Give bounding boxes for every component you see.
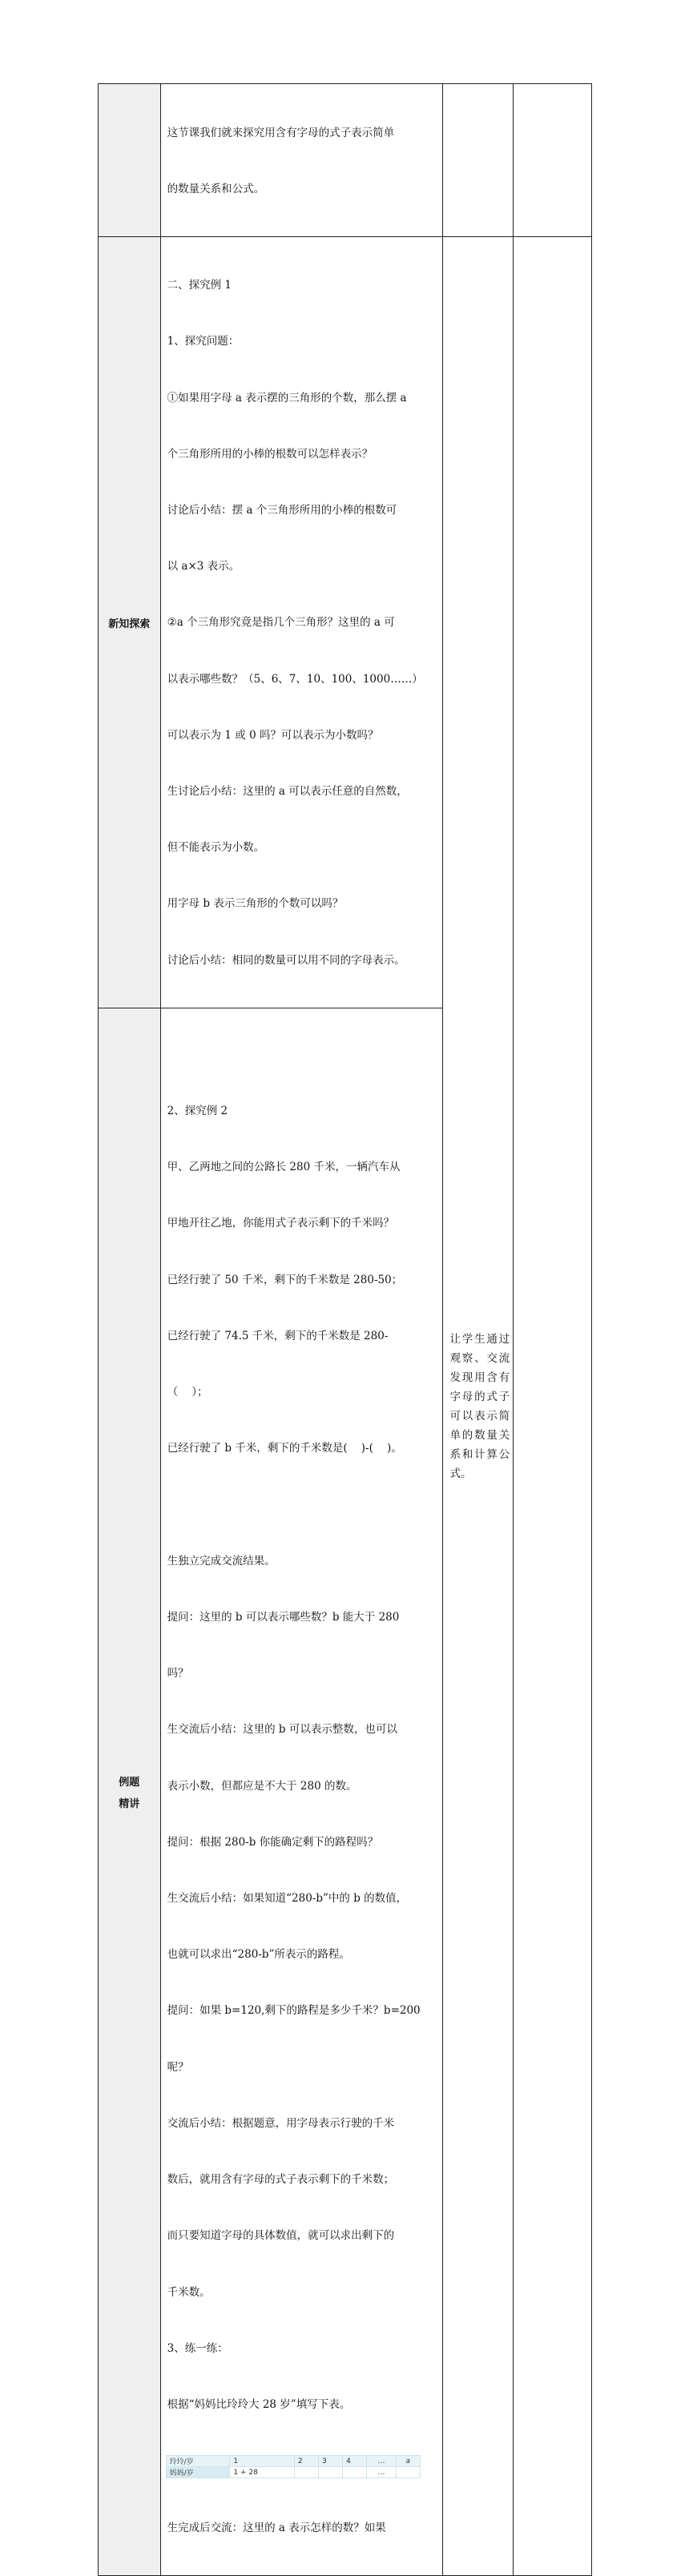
example-line: [167, 1495, 438, 1514]
age-table-cell: 3: [319, 2456, 343, 2467]
example-line: 吗？: [167, 1667, 189, 1680]
explore-line: 讨论后小结：摆 a 个三角形所用的小棒的根数可: [167, 503, 397, 517]
explore-line: 生讨论后小结：这里的 a 可以表示任意的自然数，: [167, 785, 408, 799]
example-line: （ ）；: [167, 1386, 208, 1399]
example-content-cell: [160, 1008, 443, 2575]
example-line: 生交流后小结：这里的 b 可以表示整数，也可以: [167, 1723, 397, 1737]
extra-cell: [514, 237, 592, 2576]
explore-line: 1、探究问题：: [167, 335, 240, 348]
age-table-cell: [396, 2467, 420, 2478]
explore-label-cell: [99, 237, 161, 1008]
age-practice-table: [166, 2455, 421, 2478]
section-label-lecture: 精讲: [119, 1798, 140, 1811]
example-line: 提问：如果 b=120,剩下的路程是多少千米？b=200: [167, 2004, 421, 2018]
teaching-intent-cell: [443, 237, 514, 2576]
explore-line: 个三角形所用的小棒的根数可以怎样表示？: [167, 447, 373, 461]
section-label-new-knowledge: 新知探索: [108, 618, 151, 630]
example-line: 而只要知道字母的具体数值，就可以求出剩下的: [167, 2229, 395, 2243]
age-table-cell: …: [367, 2467, 397, 2478]
example-line: 3、练一练：: [167, 2341, 228, 2355]
age-table-cell: [294, 2467, 318, 2478]
example-line: 呢？: [167, 2060, 189, 2074]
example-line: 生独立完成交流结果。: [167, 1554, 276, 1568]
intro-content-cell: [160, 84, 443, 237]
example-line: 已经行驶了 50 千米，剩下的千米数是 280-50；: [167, 1273, 403, 1286]
explore-line: 用字母 b 表示三角形的个数可以吗？: [167, 897, 344, 911]
intro-line: 这节课我们就来探究用含有字母的式子表示简单: [167, 126, 395, 139]
age-table-row-linling: [166, 2456, 420, 2467]
explore-line: 以表示哪些数？（5、6、7、10、100、1000……）: [167, 672, 423, 686]
example-line: 已经行驶了 b 千米，剩下的千米数是( )-( )。: [167, 1442, 402, 1455]
example-line: 千米数。: [167, 2285, 211, 2299]
example-line: 甲地开往乙地，你能用式子表示剩下的千米吗？: [167, 1217, 395, 1230]
age-table-header: 妈妈/岁: [166, 2467, 230, 2478]
age-table-cell: 4: [343, 2456, 367, 2467]
example-label-cell: [99, 1008, 161, 2575]
age-table-cell: [319, 2467, 343, 2478]
explore-row: [99, 237, 592, 1008]
explore-line: 讨论后小结：相同的数量可以用不同的字母表示。: [167, 953, 405, 967]
age-table-cell: 1: [230, 2456, 295, 2467]
example-line: 提问：这里的 b 可以表示哪些数？b 能大于 280: [167, 1610, 400, 1624]
example-line: [167, 1046, 438, 1065]
age-table-cell: 1 + 28: [230, 2467, 295, 2478]
explore-line: 二、探究例 1: [167, 279, 232, 292]
age-table-cell: 2: [294, 2456, 318, 2467]
explore-line: 可以表示为 1 或 0 吗？可以表示为小数吗？: [167, 728, 379, 742]
explore-line: ①如果用字母 a 表示摆的三角形的个数，那么摆 a: [167, 391, 407, 405]
example-line: 也就可以求出“280-b”所表示的路程。: [167, 1948, 350, 1962]
explore-line: 但不能表示为小数。: [167, 841, 265, 855]
section-label-example: 例题: [119, 1777, 140, 1789]
age-table-cell: [343, 2467, 367, 2478]
age-table-header: 玲玲/岁: [166, 2456, 230, 2467]
example-line: 2、探究例 2: [167, 1104, 228, 1117]
example-line: 数后，就用含有字母的式子表示剩下的千米数；: [167, 2173, 395, 2187]
explore-content-cell: [160, 237, 443, 1008]
practice-prompt: 根据“妈妈比玲玲大 28 岁”填写下表。: [167, 2397, 351, 2411]
intro-line: 的数量关系和公式。: [167, 183, 265, 196]
explore-line: ②a 个三角形究竟是指几个三角形？这里的 a 可: [167, 616, 395, 630]
example-last-line: 生完成后交流：这里的 a 表示怎样的数？如果: [167, 2521, 386, 2534]
age-table-cell: …: [367, 2456, 397, 2467]
example-line: 交流后小结：根据题意，用字母表示行驶的千米: [167, 2116, 395, 2130]
example-line: 提问：根据 280-b 你能确定剩下的路程吗？: [167, 1835, 379, 1849]
example-line: 已经行驶了 74.5 千米，剩下的千米数是 280-: [167, 1329, 389, 1342]
lesson-plan-table: [98, 83, 592, 2576]
example-line: 表示小数，但都应是不大于 280 的数。: [167, 1779, 357, 1793]
age-table-row-mother: [166, 2467, 420, 2478]
intro-note-cell: [443, 84, 514, 237]
intro-label-cell: [99, 84, 161, 237]
explore-line: 以 a×3 表示。: [167, 560, 240, 574]
example-line: 生交流后小结：如果知道“280-b”中的 b 的数值，: [167, 1891, 408, 1905]
teaching-intent-note: 让学生通过观察、交流发现用含有字母的式子可以表示简单的数量关系和计算公式。: [449, 1332, 510, 1480]
intro-extra-cell: [514, 84, 592, 237]
example-line: 甲、乙两地之间的公路长 280 千米，一辆汽车从: [167, 1161, 401, 1174]
intro-row: [99, 84, 592, 237]
age-table-cell: a: [396, 2456, 420, 2467]
